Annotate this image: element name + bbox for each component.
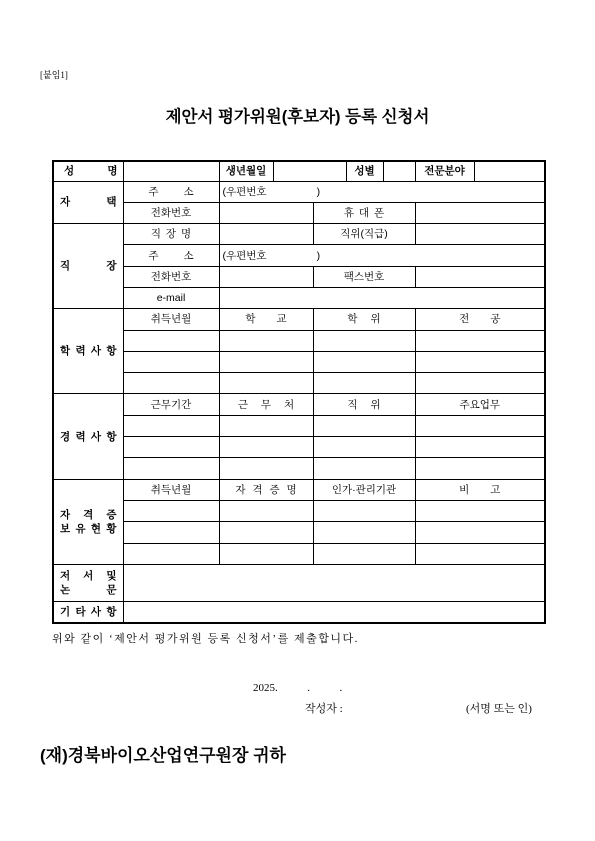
attachment-label: [붙임1] xyxy=(40,70,68,80)
certificate-remarks-cell xyxy=(415,500,545,521)
application-form-table xyxy=(52,160,546,624)
certificate-date-cell xyxy=(123,522,219,543)
personal-info-row xyxy=(53,161,545,181)
career-workplace-cell xyxy=(219,437,313,458)
certificate-remarks-cell xyxy=(415,543,545,564)
education-date-cell xyxy=(123,373,219,394)
education-date-cell xyxy=(123,330,219,351)
certificate-authority-cell xyxy=(313,500,415,521)
certificate-authority-cell xyxy=(313,543,415,564)
certificate-entry-row xyxy=(53,543,545,564)
career-entry-row xyxy=(53,437,545,458)
work-address-row xyxy=(53,245,545,266)
certificate-authority-cell xyxy=(313,522,415,543)
career-position-cell xyxy=(313,458,415,479)
name-label: 성 명 xyxy=(53,161,123,181)
submission-date: 2025. . . xyxy=(253,682,343,694)
specialty-label: 전문분야 xyxy=(415,161,474,181)
position-field xyxy=(415,224,545,245)
home-phone-label: 전화번호 xyxy=(123,202,219,223)
career-period-header: 근무기간 xyxy=(123,394,219,415)
education-date-header: 취득년월 xyxy=(123,309,219,330)
career-position-cell xyxy=(313,437,415,458)
education-header-row xyxy=(53,309,545,330)
career-duties-header: 주요업무 xyxy=(415,394,545,415)
education-school-header: 학 교 xyxy=(219,309,313,330)
education-school-cell xyxy=(219,373,313,394)
education-major-cell xyxy=(415,351,545,372)
career-header-row xyxy=(53,394,545,415)
certificate-authority-header: 인가·관리기관 xyxy=(313,479,415,500)
career-duties-cell xyxy=(415,458,545,479)
education-degree-header: 학 위 xyxy=(313,309,415,330)
fax-field xyxy=(415,266,545,287)
career-position-cell xyxy=(313,415,415,436)
career-duties-cell xyxy=(415,437,545,458)
email-field xyxy=(219,287,545,308)
career-section-label: 경 력 사 항 xyxy=(53,394,123,479)
name-field xyxy=(123,161,219,181)
company-name-label: 직 장 명 xyxy=(123,224,219,245)
publications-field xyxy=(123,564,545,601)
career-workplace-header: 근 무 처 xyxy=(219,394,313,415)
position-label: 직위(직급) xyxy=(313,224,415,245)
certificate-name-cell xyxy=(219,543,313,564)
birthdate-field xyxy=(273,161,346,181)
home-address-field xyxy=(219,181,545,202)
education-degree-cell xyxy=(313,351,415,372)
education-entry-row xyxy=(53,351,545,372)
publications-label-line-2: 논 문 xyxy=(60,583,117,596)
certificate-remarks-header: 비 고 xyxy=(415,479,545,500)
certificate-section-label xyxy=(53,479,123,564)
home-section-label: 자 택 xyxy=(53,181,123,224)
work-phone-row xyxy=(53,266,545,287)
education-school-cell xyxy=(219,330,313,351)
education-entry-row xyxy=(53,373,545,394)
education-degree-cell xyxy=(313,330,415,351)
fax-label: 팩스번호 xyxy=(313,266,415,287)
career-workplace-cell xyxy=(219,415,313,436)
gender-label: 성별 xyxy=(346,161,383,181)
work-postal-prefix: (우편번호 xyxy=(222,249,267,262)
publications-row xyxy=(53,564,545,601)
publications-label xyxy=(53,564,123,601)
home-phone-field xyxy=(219,202,313,223)
other-notes-row xyxy=(53,601,545,623)
work-email-row xyxy=(53,287,545,308)
certificate-entry-row xyxy=(53,500,545,521)
education-major-header: 전 공 xyxy=(415,309,545,330)
home-address-row xyxy=(53,181,545,202)
work-phone-label: 전화번호 xyxy=(123,266,219,287)
certificate-date-header: 취득년월 xyxy=(123,479,219,500)
declaration-text: 위와 같이 ‘제안서 평가위원 등록 신청서’를 제출합니다. xyxy=(52,633,359,645)
other-notes-label: 기 타 사 항 xyxy=(53,601,123,623)
career-workplace-cell xyxy=(219,458,313,479)
career-duties-cell xyxy=(415,415,545,436)
career-entry-row xyxy=(53,415,545,436)
certificate-date-cell xyxy=(123,543,219,564)
work-company-row xyxy=(53,224,545,245)
certificate-name-header: 자 격 증 명 xyxy=(219,479,313,500)
certificate-name-cell xyxy=(219,500,313,521)
company-name-field xyxy=(219,224,313,245)
form-title: 제안서 평가위원(후보자) 등록 신청서 xyxy=(165,108,430,126)
career-period-cell xyxy=(123,415,219,436)
career-period-cell xyxy=(123,458,219,479)
certificate-remarks-cell xyxy=(415,522,545,543)
mobile-field xyxy=(415,202,545,223)
education-major-cell xyxy=(415,373,545,394)
signer-label: 작성자 : xyxy=(305,703,343,715)
certificate-entry-row xyxy=(53,522,545,543)
home-phone-row xyxy=(53,202,545,223)
education-section-label: 학 력 사 항 xyxy=(53,309,123,394)
gender-field xyxy=(383,161,415,181)
publications-label-line-1: 저 서 및 xyxy=(60,569,117,582)
education-major-cell xyxy=(415,330,545,351)
career-entry-row xyxy=(53,458,545,479)
work-phone-field xyxy=(219,266,313,287)
work-section-label: 직 장 xyxy=(53,224,123,309)
education-date-cell xyxy=(123,351,219,372)
birthdate-label: 생년월일 xyxy=(219,161,273,181)
home-postal-prefix: (우편번호 xyxy=(222,185,267,198)
career-position-header: 직 위 xyxy=(313,394,415,415)
signature-note: (서명 또는 인) xyxy=(466,703,532,715)
work-postal-suffix: ) xyxy=(316,249,321,262)
home-address-label: 주 소 xyxy=(123,181,219,202)
certificate-header-row xyxy=(53,479,545,500)
home-postal-suffix: ) xyxy=(316,185,321,198)
addressee: (재)경북바이오산업연구원장 귀하 xyxy=(40,746,286,765)
other-notes-field xyxy=(123,601,545,623)
certificate-label-line-2: 보 유 현 황 xyxy=(60,522,117,535)
work-address-field xyxy=(219,245,545,266)
education-degree-cell xyxy=(313,373,415,394)
certificate-name-cell xyxy=(219,522,313,543)
certificate-label-line-1: 자 격 증 xyxy=(60,508,117,521)
email-label: e-mail xyxy=(123,287,219,308)
education-entry-row xyxy=(53,330,545,351)
certificate-date-cell xyxy=(123,500,219,521)
work-address-label: 주 소 xyxy=(123,245,219,266)
mobile-label: 휴 대 폰 xyxy=(313,202,415,223)
specialty-field xyxy=(474,161,545,181)
career-period-cell xyxy=(123,437,219,458)
education-school-cell xyxy=(219,351,313,372)
